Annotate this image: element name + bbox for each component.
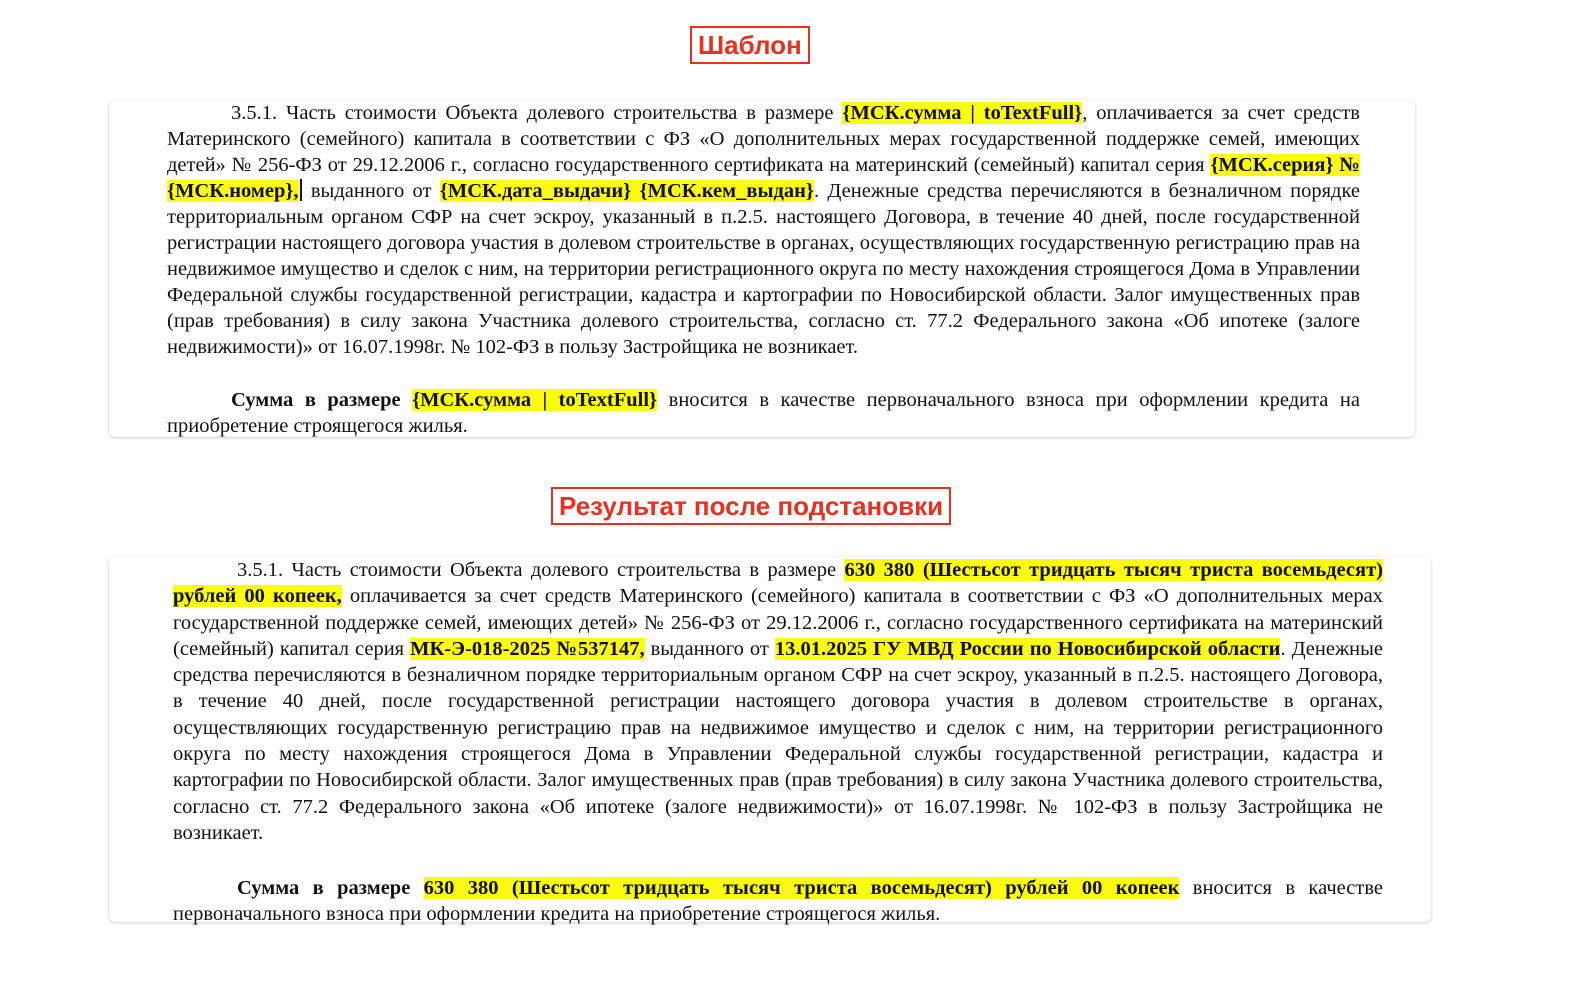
- result-clause-text-1: 3.5.1. Часть стоимости Объекта долевого строительства в размере: [237, 559, 845, 581]
- template-clause-text-3: выданного от: [302, 180, 440, 202]
- text-cursor: [300, 179, 302, 201]
- result-document-card: [109, 557, 1431, 926]
- result-clause-text-2: оплачивается за счет средств Материнского (семейного) капитала в соответствии с ФЗ «О дополнительных мерах государственной поддержке семей, имеющих детей» № 256-ФЗ от 29.12.2006 г., согласно государственного сертификата на материнский (семейный) капитал серия: [173, 585, 1383, 660]
- result-sum-lead: Сумма в размере: [237, 877, 424, 899]
- template-clause-text-4: . Денежные средства перечисляются в безналичном порядке территориальным органом СФР на счет эскроу, указанный в п.2.5. настоящего Договора, в течение 40 дней, после государственной регистрации настоящего договора участия в долевом строительстве в органах, осуществляющих государственную регистрацию прав на недвижимое имущество и сделок с ним, на территории регистрационного округа по месту нахождения строящегося Дома в Управлении Федеральной службы государственной регистрации, кадастра и картографии по Новосибирской области. Залог имущественных прав (прав требования) в силу закона Участника долевого строительства, согласно ст. 77.2 Федерального закона «Об ипотеке (залоге недвижимости)» от 16.07.1998г. № 102-ФЗ в пользу Застройщика не возникает.: [167, 180, 1360, 358]
- template-field-msk-sum-2: {МСК.сумма | toTextFull}: [412, 389, 658, 411]
- template-sum-lead: Сумма в размере: [231, 389, 413, 411]
- result-heading: Результат после подстановки: [551, 487, 951, 525]
- template-clause-text-2: , оплачивается за счет средств Материнского (семейного) капитала в соответствии с ФЗ «О дополнительных мерах государственной поддержке семей, имеющих детей» № 256-ФЗ от 29.12.2006 г., согласно государственного сертификата на материнский (семейный) капитал серия: [167, 102, 1360, 176]
- result-value-msk-sum: 630 380 (Шестьсот тридцать тысяч триста восемьдесят) рублей 00 копеек,: [173, 559, 1383, 608]
- result-clause-text-3: выданного от: [644, 637, 775, 660]
- template-clause-text-1: 3.5.1. Часть стоимости Объекта долевого строительства в размере: [231, 102, 843, 124]
- result-value-msk-issue-date-issuer: 13.01.2025 ГУ МВД России по Новосибирской области: [774, 637, 1281, 660]
- result-clause-paragraph: [173, 557, 1383, 846]
- result-clause-text-4: . Денежные средства перечисляются в безналичном порядке территориальным органом СФР на счет эскроу, указанный в п.2.5. настоящего Договора, в течение 40 дней, после государственной регистрации настоящего договора участия в долевом строительстве в органах, осуществляющих государственную регистрацию прав на недвижимое имущество и сделок с ним, на территории регистрационного округа по месту нахождения строящегося Дома в Управлении Федеральной службы государственной регистрации, кадастра и картографии по Новосибирской области. Залог имущественных прав (прав требования) в силу закона Участника долевого строительства, согласно ст. 77.2 Федерального закона «Об ипотеке (залоге недвижимости)» от 16.07.1998г. № 102-ФЗ в пользу Застройщика не возникает.: [173, 637, 1383, 844]
- template-clause-paragraph: [167, 100, 1360, 360]
- template-field-msk-issue-date-issuer: {МСК.дата_выдачи} {МСК.кем_выдан}: [439, 180, 814, 202]
- template-document-card: [109, 100, 1415, 437]
- result-sum-text: вносится в качестве первоначального взноса при оформлении кредита на приобретение строящегося жилья.: [173, 877, 1383, 926]
- template-heading: Шаблон: [690, 26, 810, 64]
- result-value-msk-series-number: МК-Э-018-2025 №537147,: [410, 637, 645, 660]
- template-sum-text: вносится в качестве первоначального взноса при оформлении кредита на приобретение строящегося жилья.: [167, 389, 1360, 437]
- template-sum-paragraph: [167, 387, 1360, 439]
- result-sum-paragraph: [173, 875, 1383, 928]
- result-value-msk-sum-2: 630 380 (Шестьсот тридцать тысяч триста восемьдесят) рублей 00 копеек: [423, 877, 1180, 899]
- template-field-msk-series-number: {МСК.серия} №{МСК.номер},: [167, 154, 1360, 202]
- template-field-msk-sum: {МСК.сумма | toTextFull}: [842, 102, 1083, 124]
